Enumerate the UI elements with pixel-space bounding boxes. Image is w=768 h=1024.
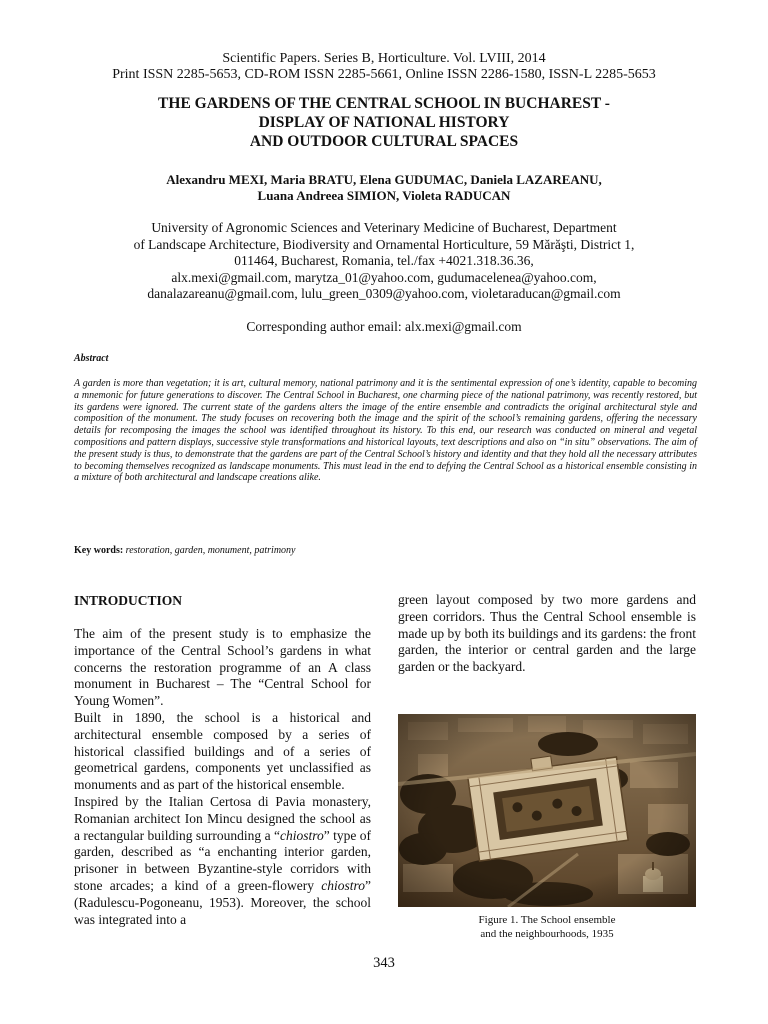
- abstract-heading: Abstract: [74, 353, 109, 364]
- authors-line-2: Luana Andreea SIMION, Violeta RADUCAN: [257, 188, 511, 203]
- figure-1-caption: [398, 913, 696, 941]
- author-list: [60, 172, 708, 204]
- authors-line-1: Alexandru MEXI, Maria BRATU, Elena GUDUMAC, Daniela LAZAREANU,: [166, 172, 602, 187]
- intro-paragraph-3: [74, 794, 371, 928]
- caption-line-1: Figure 1. The School ensemble: [478, 914, 616, 926]
- introduction-heading: INTRODUCTION: [74, 593, 183, 608]
- keywords-label: Key words:: [74, 545, 124, 556]
- title-line-3: AND OUTDOOR CULTURAL SPACES: [249, 133, 519, 150]
- keywords-text: restoration, garden, monument, patrimony: [125, 545, 296, 556]
- abstract-text: A garden is more than vegetation; it is art, cultural memory, national patrimony and it is the sentimental expression of one’s identity, capable to becoming a mnemonic for future generations to discover. The Central School in Bucharest, one charming piece of the national patrimony, was recently restored, but its gardens were ignored. The current state of the gardens alters the image of the entire ensemble and contradicts the original architectural style and composition of the monument. The study focuses on recovering both the image and the spirit of the school’s remaining gardens, offering the necessary details for recomposing the images the school was identified throughout its history. To this end, our research was conducted on mineral and vegetal compositions and pattern displays, successive style transformations and historical layouts, text descriptions and also on “in situ” observations. The aim of the present study is thus, to demonstrate that the gardens are part of the Central School’s history and identity and that they hold all the necessary attributes to becoming themselves recognized as landscape monuments. This must lead in the end to defying the Central School as a historical ensemble consisting in a mixture of both architectural and landscape creations alike.: [74, 378, 697, 484]
- affiliation-line-3: 011464, Bucharest, Romania, tel./fax +4021.318.36.36,: [234, 253, 534, 268]
- affiliation-emails-1: alx.mexi@gmail.com, marytza_01@yahoo.com, gudumacelenea@yahoo.com,: [171, 269, 597, 285]
- chiostro-term-1: chiostro: [279, 827, 324, 843]
- intro-paragraph-1: The aim of the present study is to emphasize the importance of the Central School’s gardens in what concerns the restoration programme of an A class monument in Bucharest – The “Central School for Young Women”.: [74, 626, 371, 709]
- para3-part-c: ” (Radulescu-Pogoneanu, 1953). Moreover, the school was integrated into a: [74, 877, 371, 927]
- para3-part-b: ” type of garden, described as “a enchanting interior garden, prisoner in between Byzantine-style corridors with stone arcades; a kind of a green-flowery: [74, 827, 372, 893]
- affiliation-line-2: of Landscape Architecture, Biodiversity and Ornamental Horticulture, 59 Mărăşti, District 1,: [133, 236, 635, 252]
- chiostro-term-2: chiostro: [321, 877, 365, 893]
- journal-series-line: Scientific Papers. Series B, Horticulture. Vol. LVIII, 2014: [222, 51, 546, 66]
- journal-issn-line: Print ISSN 2285-5653, CD-ROM ISSN 2285-5661, Online ISSN 2286-1580, ISSN-L 2285-5653: [112, 67, 656, 82]
- title-line-2: DISPLAY OF NATIONAL HISTORY: [258, 114, 510, 131]
- affiliation-line-1: University of Agronomic Sciences and Veterinary Medicine of Bucharest, Department: [151, 220, 617, 235]
- intro-paragraph-2: Built in 1890, the school is a historical and architectural ensemble composed by a series of historical classified buildings and of a series of geometrical gardens, components yet unclassified as monuments and as part of the historical ensemble.: [74, 709, 371, 793]
- title-line-1: THE GARDENS OF THE CENTRAL SCHOOL IN BUCHAREST -: [158, 95, 610, 112]
- right-column-text: green layout composed by two more gardens and green corridors. Thus the Central School ensemble is made up by both its buildings and its gardens: the front garden, the interior or central garden and the large garden or the backyard.: [398, 592, 696, 675]
- page-number: 343: [373, 955, 395, 971]
- keywords: [74, 545, 697, 556]
- affiliation: [60, 220, 708, 303]
- affiliation-emails-2: danalazareanu@gmail.com, lulu_green_0309@yahoo.com, violetaraducan@gmail.com: [147, 286, 621, 301]
- para3-part-a: Inspired by the Italian Certosa di Pavia monastery, Romanian architect Ion Mincu designed the school as a rectangular building surrounding a “: [74, 793, 371, 843]
- caption-line-2: and the neighbourhoods, 1935: [480, 928, 614, 940]
- figure-1-photo: [398, 714, 696, 907]
- corresponding-author: Corresponding author email: alx.mexi@gmail.com: [246, 319, 522, 334]
- paper-title: [60, 94, 708, 151]
- left-column: [74, 626, 371, 928]
